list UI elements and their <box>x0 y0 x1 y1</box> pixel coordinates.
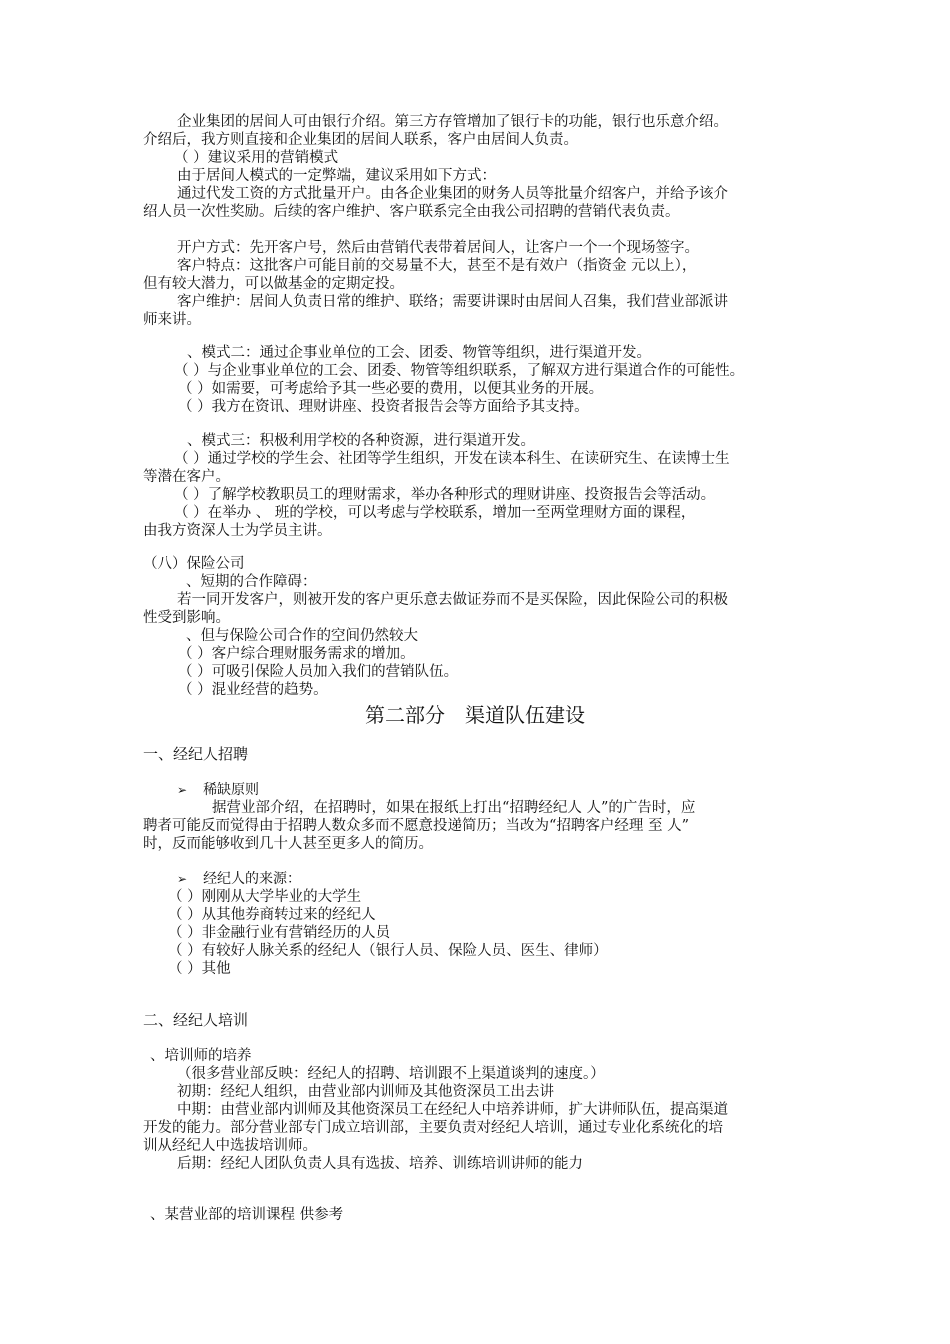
text-line: 通过代发工资的方式批量开户。由各企业集团的财务人员等批量介绍客户，并给予该介 <box>177 186 728 202</box>
part-two-title: 第二部分 渠道队伍建设 <box>365 703 585 727</box>
text-line: 性受到影响。 <box>143 610 230 626</box>
list-item: （ ）非金融行业有营销经历的人员 <box>168 925 391 941</box>
text-line: 聘者可能反而觉得由于招聘人数众多而不愿意投递简历；当改为“招聘客户经理 至 人” <box>143 818 690 834</box>
bullet-scarcity <box>177 781 259 799</box>
list-item: （ ）通过学校的学生会、社团等学生组织，开发在读本科生、在读研究生、在读博士生 <box>174 451 730 467</box>
text-line: 客户特点：这批客户可能目前的交易量不大，甚至不是有效户（指资金 元以上）， <box>177 258 697 274</box>
text-line: 师来讲。 <box>143 312 201 328</box>
text-line: （很多营业部反映：经纪人的招聘、培训跟不上渠道谈判的速度。） <box>177 1066 605 1082</box>
text-line: 由我方资深人士为学员主讲。 <box>143 523 332 539</box>
list-item: （ ）与企业事业单位的工会、团委、物管等组织联系，了解双方进行渠道合作的可能性。 <box>174 363 745 379</box>
list-item: （ ）有较好人脉关系的经纪人（银行人员、保险人员、医生、律师） <box>168 943 608 959</box>
subheading: 、但与保险公司合作的空间仍然较大 <box>186 628 418 644</box>
section-heading-recruitment: 一、经纪人招聘 <box>143 745 249 763</box>
text-line: 客户维护：居间人负责日常的维护、联络；需要讲课时由居间人召集，我们营业部派讲 <box>177 294 728 310</box>
text-line: 由于居间人模式的一定弊端，建议采用如下方式： <box>177 168 496 184</box>
text-line: 等潜在客户。 <box>143 469 230 485</box>
arrow-bullet-icon: ➢ <box>177 783 188 797</box>
text-line: 绍人员一次性奖励。后续的客户维护、客户联系完全由我公司招聘的营销代表负责。 <box>143 204 680 220</box>
text-line: 中期：由营业部内训师及其他资深员工在经纪人中培养讲师，扩大讲师队伍，提高渠道 <box>177 1102 728 1118</box>
list-item: （ ）混业经营的趋势。 <box>178 682 328 698</box>
list-item: （ ）客户综合理财服务需求的增加。 <box>178 646 415 662</box>
list-item: （ ）我方在资讯、理财讲座、投资者报告会等方面给予其支持。 <box>178 399 589 415</box>
list-item: （ ）如需要，可考虑给予其一些必要的费用，以便其业务的开展。 <box>178 381 604 397</box>
bullet-label: 经纪人的来源： <box>203 871 302 887</box>
list-item: （ ）其他 <box>168 961 231 977</box>
text-line: 开发的能力。部分营业部专门成立培训部，主要负责对经纪人培训，通过专业化系统化的培 <box>143 1120 723 1136</box>
mode-two-heading: 、模式二：通过企事业单位的工会、团委、物管等组织，进行渠道开发。 <box>187 345 651 361</box>
text-line: 若一同开发客户，则被开发的客户更乐意去做证券而不是买保险，因此保险公司的积极 <box>177 592 728 608</box>
bullet-label: 稀缺原则 <box>203 782 260 798</box>
text-line: 开户方式：先开客户号，然后由营销代表带着居间人，让客户一个一个现场签字。 <box>177 240 699 256</box>
text-line: 初期：经纪人组织，由营业部内训师及其他资深员工出去讲 <box>177 1084 554 1100</box>
list-item: （ ）从其他券商转过来的经纪人 <box>168 907 376 923</box>
section-heading-training: 二、经纪人培训 <box>143 1011 249 1029</box>
subheading-courses: 、某营业部的培训课程 供参考 <box>150 1207 344 1223</box>
list-item: （ ）在举办 、 班的学校，可以考虑与学校联系，增加一至两堂理财方面的课程， <box>174 505 696 521</box>
subheading-marketing-mode: （ ）建议采用的营销模式 <box>174 150 339 166</box>
mode-three-heading: 、模式三：积极利用学校的各种资源，进行渠道开发。 <box>187 433 535 449</box>
text-line: 后期：经纪人团队负责人具有选拔、培养、训练培训讲师的能力 <box>177 1156 583 1172</box>
text-line: 但有较大潜力，可以做基金的定期定投。 <box>143 276 404 292</box>
text-line: 时，反而能够收到几十人甚至更多人的简历。 <box>143 836 433 852</box>
insurance-heading: （八）保险公司 <box>143 556 245 572</box>
list-item: （ ）了解学校教职员工的理财需求，举办各种形式的理财讲座、投资报告会等活动。 <box>174 487 716 503</box>
subheading-trainer: 、培训师的培养 <box>150 1048 252 1064</box>
subheading: 、短期的合作障碍： <box>186 574 317 590</box>
text-line: 介绍后，我方则直接和企业集团的居间人联系，客户由居间人负责。 <box>143 132 578 148</box>
list-item: （ ）可吸引保险人员加入我们的营销队伍。 <box>178 664 459 680</box>
bullet-sources <box>177 870 301 888</box>
text-line: 据营业部介绍，在招聘时，如果在报纸上打出“招聘经纪人 人”的广告时，应 <box>212 800 696 816</box>
text-line: 训从经纪人中选拔培训师。 <box>143 1138 317 1154</box>
text-line: 企业集团的居间人可由银行介绍。第三方存管增加了银行卡的功能，银行也乐意介绍。 <box>177 114 728 130</box>
list-item: （ ）刚刚从大学毕业的大学生 <box>168 889 362 905</box>
arrow-bullet-icon: ➢ <box>177 872 188 886</box>
